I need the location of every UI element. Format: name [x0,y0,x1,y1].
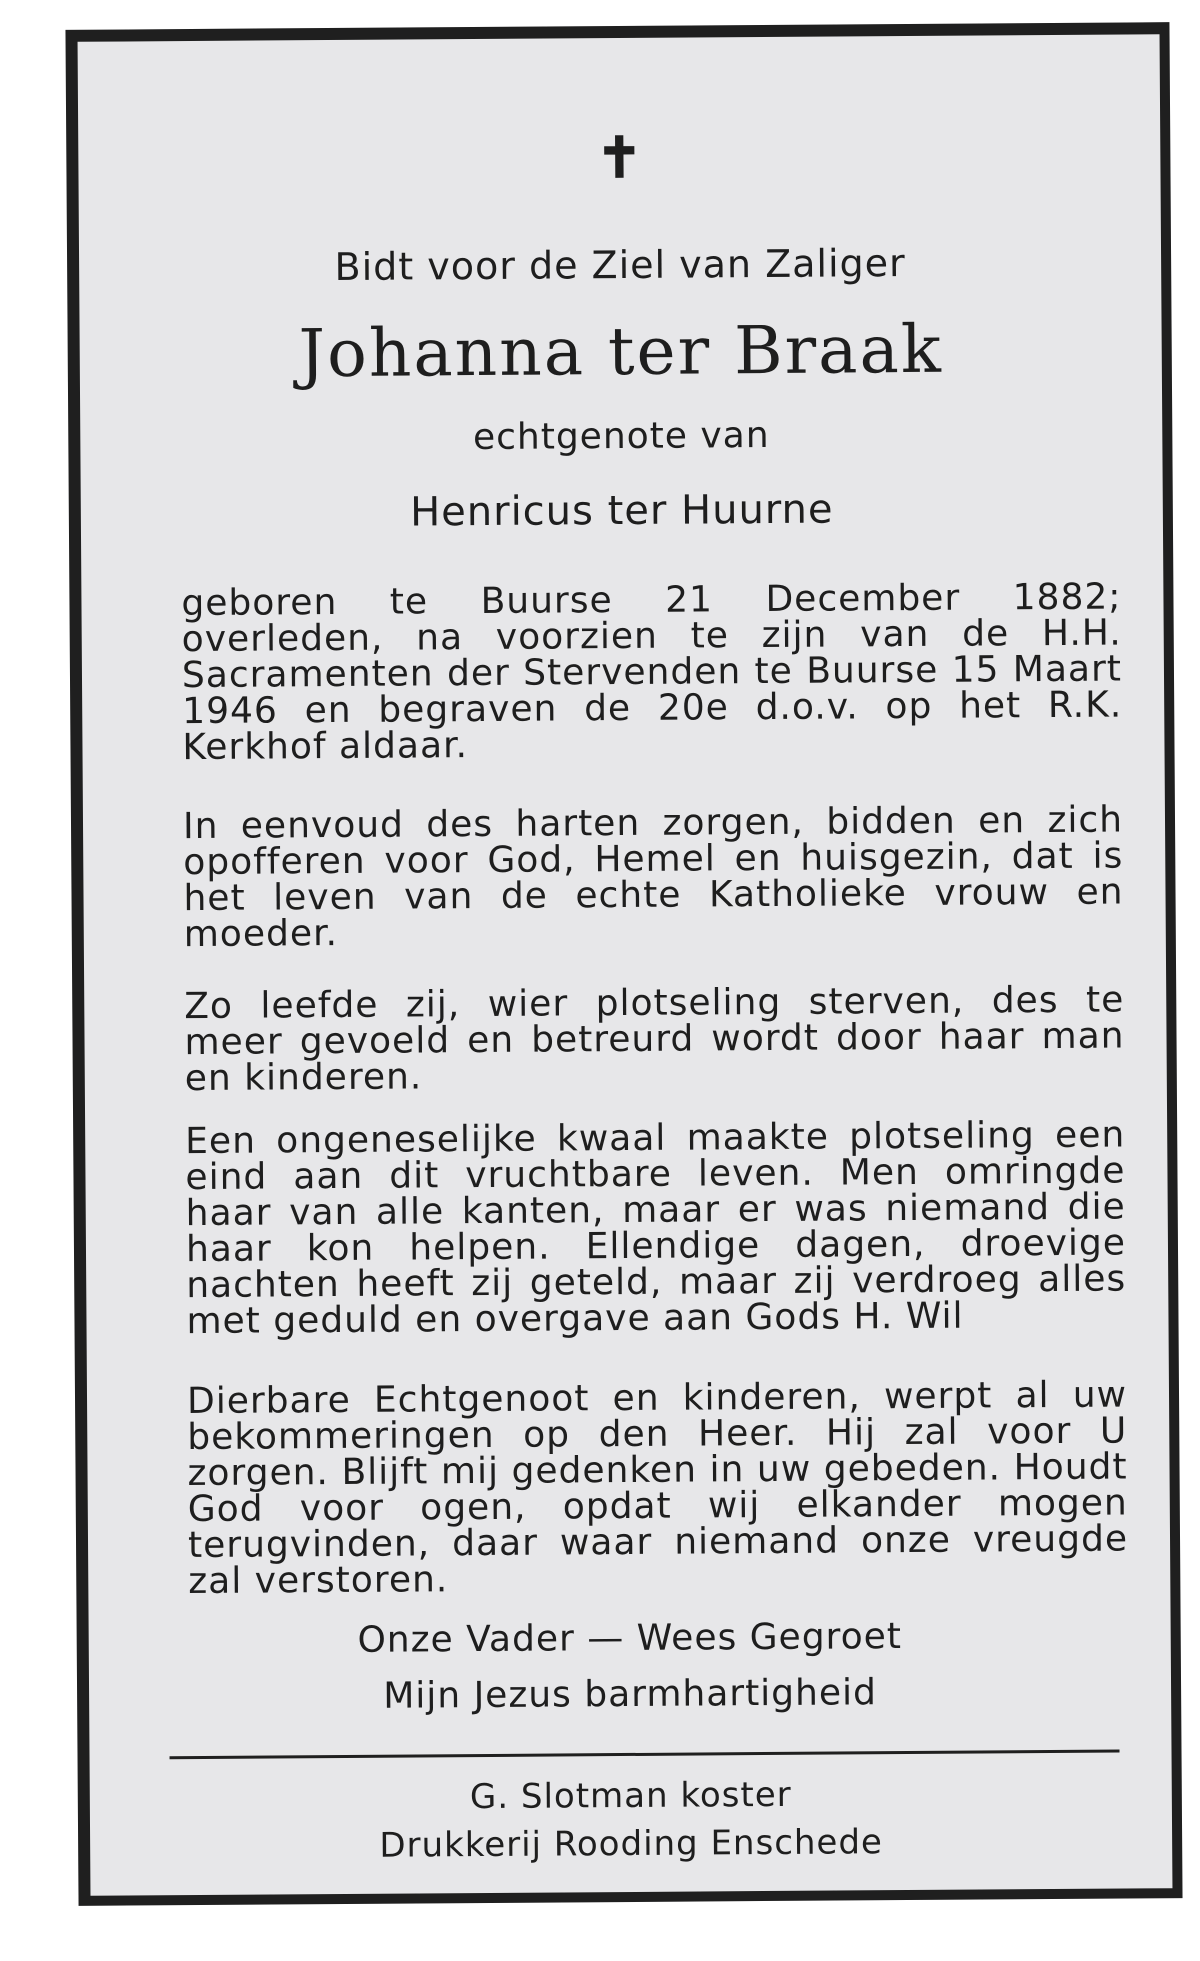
intro-text: Bidt voor de Ziel van Zaliger [334,241,906,290]
memorial-card [65,22,1182,1906]
prayer-line: Mijn Jezus barmhartigheid [383,1672,878,1717]
tribute-paragraph: In eenvoud des harten zorgen, bidden en zich opofferen voor God, Hemel en huisgezin, dat is het leven van de echte Katholieke vrouw en moeder. [182,799,1124,956]
illness-paragraph: Een ongeneselijke kwaal maakte plotseling een eind aan dit vruchtbare leven. Men omringde haar van alle kanten, maar er was niemand die haar kon helpen. Ellendige dagen, droevige nachten heeft zij geteld, maar zij verdroeg alles met geduld en overgave aan Gods H. Wil [185,1114,1127,1343]
spouse-label: echtgenote van [472,414,770,459]
deceased-name: Johanna ter Braak [298,310,944,393]
cross-icon: ✝ [595,124,644,192]
spouse-name: Henricus ter Huurne [409,486,834,536]
printer-credit: G. Slotman koster [469,1774,792,1818]
tribute-paragraph: Zo leefde zij, wier plotseling sterven, des te meer gevoeld en betreurd wordt door haar man en kinderen. [184,979,1125,1100]
biography-paragraph: geboren te Buurse 21 December 1882; overleden, na voorzien te zijn van de H.H. Sacramenten der Stervenden te Buurse 15 Maart 1946 en begraven de 20e d.o.v. op het R.K. Kerkhof aldaar. [181,576,1123,769]
divider [170,1750,1120,1760]
farewell-paragraph: Dierbare Echtgenoot en kinderen, werpt al uw bekommeringen op den Heer. Hij zal voor U zorgen. Blijft mij gedenken in uw gebeden. Houdt God voor ogen, opdat wij elkander mogen terugvinden, daar waar niemand onze vreugde zal verstoren. [186,1374,1129,1603]
prayer-line: Onze Vader — Wees Gegroet [357,1616,903,1661]
printer-credit: Drukkerij Rooding Enschede [379,1822,884,1866]
